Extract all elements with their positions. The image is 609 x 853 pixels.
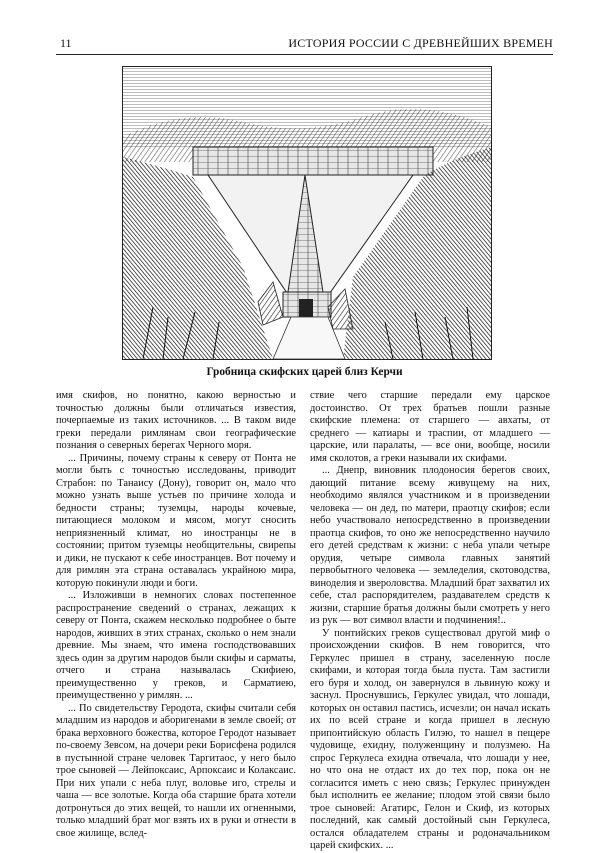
tomb-engraving — [122, 66, 492, 360]
page-number: 11 — [60, 36, 72, 50]
paragraph: ... Причины, почему страны к северу от Понта не могли быть с точностью исследованы, приводит Страбон: по Танаису (Дону), говорит он, мало что можно узнать выше устьев по причине холода и бедности страны; туземцы, народы кочевые, питающиеся молоком и мясом, могут сносить неприязненный климат, но иностранцы не в состоянии; притом туземцы необщительны, свирепы и дики, не пускают к себе иностранцев. Вот почему и для римлян эта страна оставалась украйною мира, которую покинули люди и боги. — [56, 452, 296, 589]
paragraph: имя скифов, но понятно, какою верностью и точностью должны были отличаться известия, почерпаемые из таких источников. ... В таком виде греки передали римлянам свои географические познания о северных берегах Черного моря. — [56, 390, 296, 451]
figure-caption: Гробница скифских царей близ Керчи — [206, 366, 403, 378]
paragraph: ... Изложивши в немногих словах постепенное распространение сведений о странах, лежащих к северу от Понта, скажем несколько подробнее о быте народов, живших в этих странах, сколько о нем знали древние. Мы знаем, что имена господствовавших здесь один за другим народов были скифы и сарматы, отчего и страна называлась Скифиею, преимущественно у греков, и Сарматиею, преимущественно у римлян. ... — [56, 590, 296, 701]
paragraph: У понтийских греков существовал другой миф о происхождении скифов. В нем говорится, что Геркулес пришел в страну, заселенную после скифами, и которая тогда была пуста. Там застигли его буря и холод, он завернулся в львиную кожу и заснул. Проснувшись, Геркулес увидал, что лошади, которых он оставил пастись, исчезли; он начал искать их по всей стране и когда пришел в лесную припонтийскую область Гилэю, то нашел в пещере чудовище, ехидну, полуженщину и полузмею. На спрос Геркулеса ехидна отвечала, что лошади у нее, но что она не отдаст их до тех пор, пока он не согласится иметь с нею связь; Геркулес принужден был исполнить ее желание; плодом этой связи было трое сыновей: Агатирс, Гелон и Скиф, из которых последний, как самый достойный сын Геркулеса, остался обладателем страны и родоначальником царей скифских. ... — [310, 627, 550, 851]
paragraph: ствие чего старшие передали ему царское достоинство. От трех братьев пошли разные скифские племена: от старшего — авхаты, от среднего — катиары и траспии, от младшего — царские, или паралаты, — все они, вообще, носили имя сколотов, а греки называли их скифами. — [310, 390, 550, 464]
paragraph: ... Днепр, виновник плодоносия берегов своих, дающий питание всему живущему на них, необходимо являлся участником и в произведении человека — он дед, по матери, праотцу скифов; если небо участвовало непосредственно в произведении праотца скифов, то оно же непосредственно научило его детей средствам к жизни: с неба упали четыре орудия, четыре символа главных занятий первобытного человека — земледелия, скотоводства, виноделия и звероловства. Младший брат захватил их себе, стал распорядителем, раздавателем средств к жизни, старшие братья должны были смотреть у него из рук — вот символ власти и подчинения!.. — [310, 465, 550, 626]
paragraph: ... По свидетельству Геродота, скифы считали себя младшим из народов и аборигенами в земле своей; от брака верховного божества, которое Геродот называет по-своему Зевсом, на дочери реки Борисфена родился в пустынной стране человек Таргитаос, у него было трое сыновей — Лейпоксаис, Арпоксаис и Колаксаис. При них упали с неба плуг, воловье иго, стрелы и чаша — все золотые. Когда оба старшие брата хотели дотронуться до этих вещей, то нашли их огненными, только младший брат мог взять их в руки и отнести в свое жилище, вслед- — [56, 702, 296, 839]
running-head: ИСТОРИЯ РОССИИ С ДРЕВНЕЙШИХ ВРЕМЕН — [288, 36, 553, 50]
left-column — [56, 390, 296, 840]
header-rule — [56, 54, 553, 55]
right-column — [310, 390, 550, 853]
